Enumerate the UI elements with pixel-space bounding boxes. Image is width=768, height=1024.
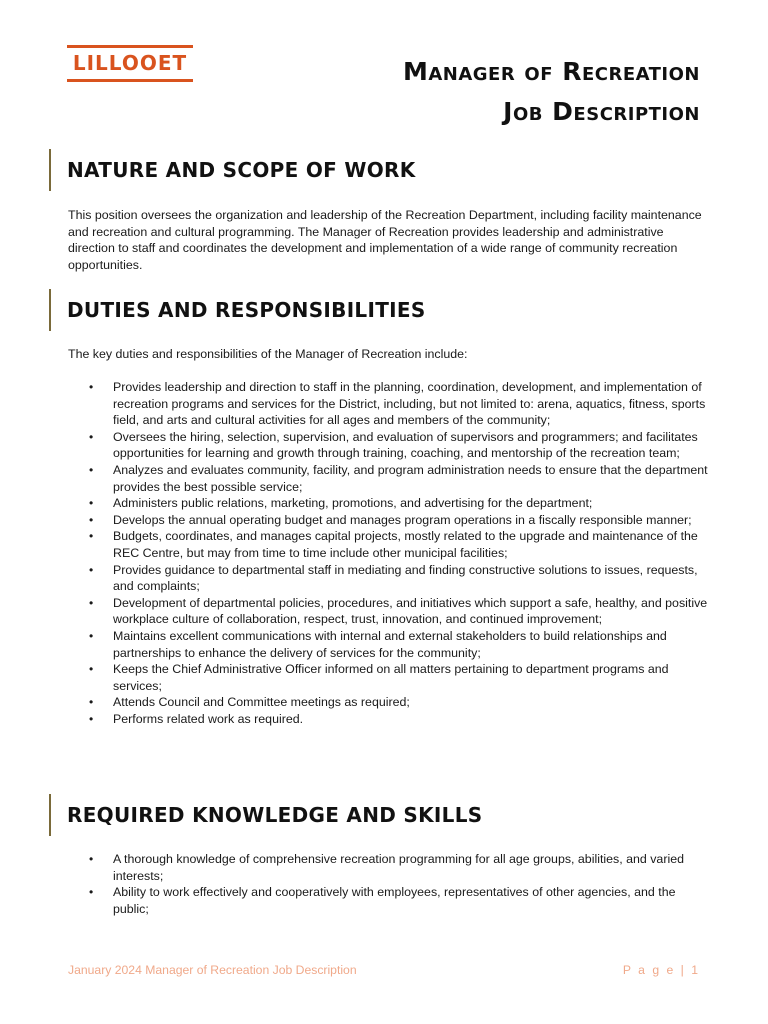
bullet-icon: •	[89, 562, 94, 577]
list-item: • Provides guidance to departmental staff in mediating and finding constructive solutions to issues, requests, and complaints;	[89, 562, 698, 594]
bullet-icon: •	[89, 529, 94, 544]
list-item: • Administers public relations, marketing, promotions, and advertising for the department;	[89, 496, 593, 511]
duties-list	[68, 379, 708, 727]
list-item: • Development of departmental policies, procedures, and initiatives which support a safe, healthy, and positive workplace culture of collaboration, respect, trust, innovation, and continued improvement;	[89, 595, 708, 627]
list-item: • Provides leadership and direction to staff in the planning, coordination, development, and implementation of recreation programs and services for the District, including, but not limited to: arena, aquatics, fitness, sports field, and arts and cultural activities for all ages and members of the community;	[89, 380, 706, 428]
list-item: • Analyzes and evaluates community, facility, and program administration needs to ensure that the department provides the best possible service;	[89, 462, 708, 494]
bullet-icon: •	[89, 628, 94, 643]
logo-bottom-bar	[67, 79, 193, 82]
bullet-icon: •	[89, 512, 94, 527]
lillooet-logo	[67, 45, 193, 83]
list-item: • Ability to work effectively and cooperatively with employees, representatives of other agencies, and the public;	[89, 885, 676, 916]
logo-text: LILLOOET	[72, 51, 188, 75]
bullet-icon: •	[89, 885, 94, 900]
bullet-icon: •	[89, 595, 94, 610]
logo-top-bar	[67, 45, 193, 48]
section-heading-text: NATURE AND SCOPE OF WORK	[67, 158, 416, 182]
list-item: • Develops the annual operating budget and manages program operations in a fiscally responsible manner;	[89, 512, 692, 527]
footer-page-number: P a g e | 1	[622, 963, 700, 977]
section-heading-text: DUTIES AND RESPONSIBILITIES	[67, 298, 426, 322]
section-heading-duties	[49, 289, 426, 331]
list-item: • Performs related work as required.	[89, 711, 304, 726]
list-item: • Attends Council and Committee meetings as required;	[89, 695, 410, 710]
list-item: • Oversees the hiring, selection, supervision, and evaluation of supervisors and programmers; and facilitates opportunities for learning and growth through training, coaching, and mentorship of the recreation team;	[89, 429, 698, 461]
list-item: • Maintains excellent communications with internal and external stakeholders to build relationships and partnerships to enhance the delivery of services for the community;	[89, 628, 667, 660]
title-line-1: Manager of Recreation	[402, 57, 700, 86]
list-item: • Keeps the Chief Administrative Officer informed on all matters pertaining to department programs and services;	[89, 662, 669, 693]
title-line-2: Job Description	[503, 97, 700, 126]
duties-intro: The key duties and responsibilities of the Manager of Recreation include:	[68, 347, 468, 361]
bullet-icon: •	[89, 462, 94, 477]
list-item: • Budgets, coordinates, and manages capital projects, mostly related to the upgrade and maintenance of the REC Centre, but may from time to time include other municipal facilities;	[89, 529, 698, 560]
bullet-icon: •	[89, 695, 94, 710]
bullet-icon: •	[89, 852, 94, 866]
section-heading-knowledge	[49, 794, 482, 836]
document-title	[403, 52, 700, 132]
section-heading-nature	[49, 149, 416, 191]
nature-paragraph: This position oversees the organization and leadership of the Recreation Department, including facility maintenance and recreation and cultural programming. The Manager of Recreation provides leadership and administrative direction to staff and coordinates the development and implementation of a wide range of community recreation opportunities.	[68, 208, 702, 272]
bullet-icon: •	[89, 711, 94, 726]
footer-document-label: January 2024 Manager of Recreation Job Description	[68, 963, 357, 977]
bullet-icon: •	[89, 380, 94, 394]
bullet-icon: •	[89, 429, 94, 444]
bullet-icon: •	[89, 496, 94, 511]
bullet-icon: •	[89, 662, 94, 677]
knowledge-list	[68, 851, 708, 917]
list-item: • A thorough knowledge of comprehensive recreation programming for all age groups, abilities, and varied interests;	[89, 852, 684, 883]
section-heading-text: REQUIRED KNOWLEDGE AND SKILLS	[67, 803, 483, 827]
